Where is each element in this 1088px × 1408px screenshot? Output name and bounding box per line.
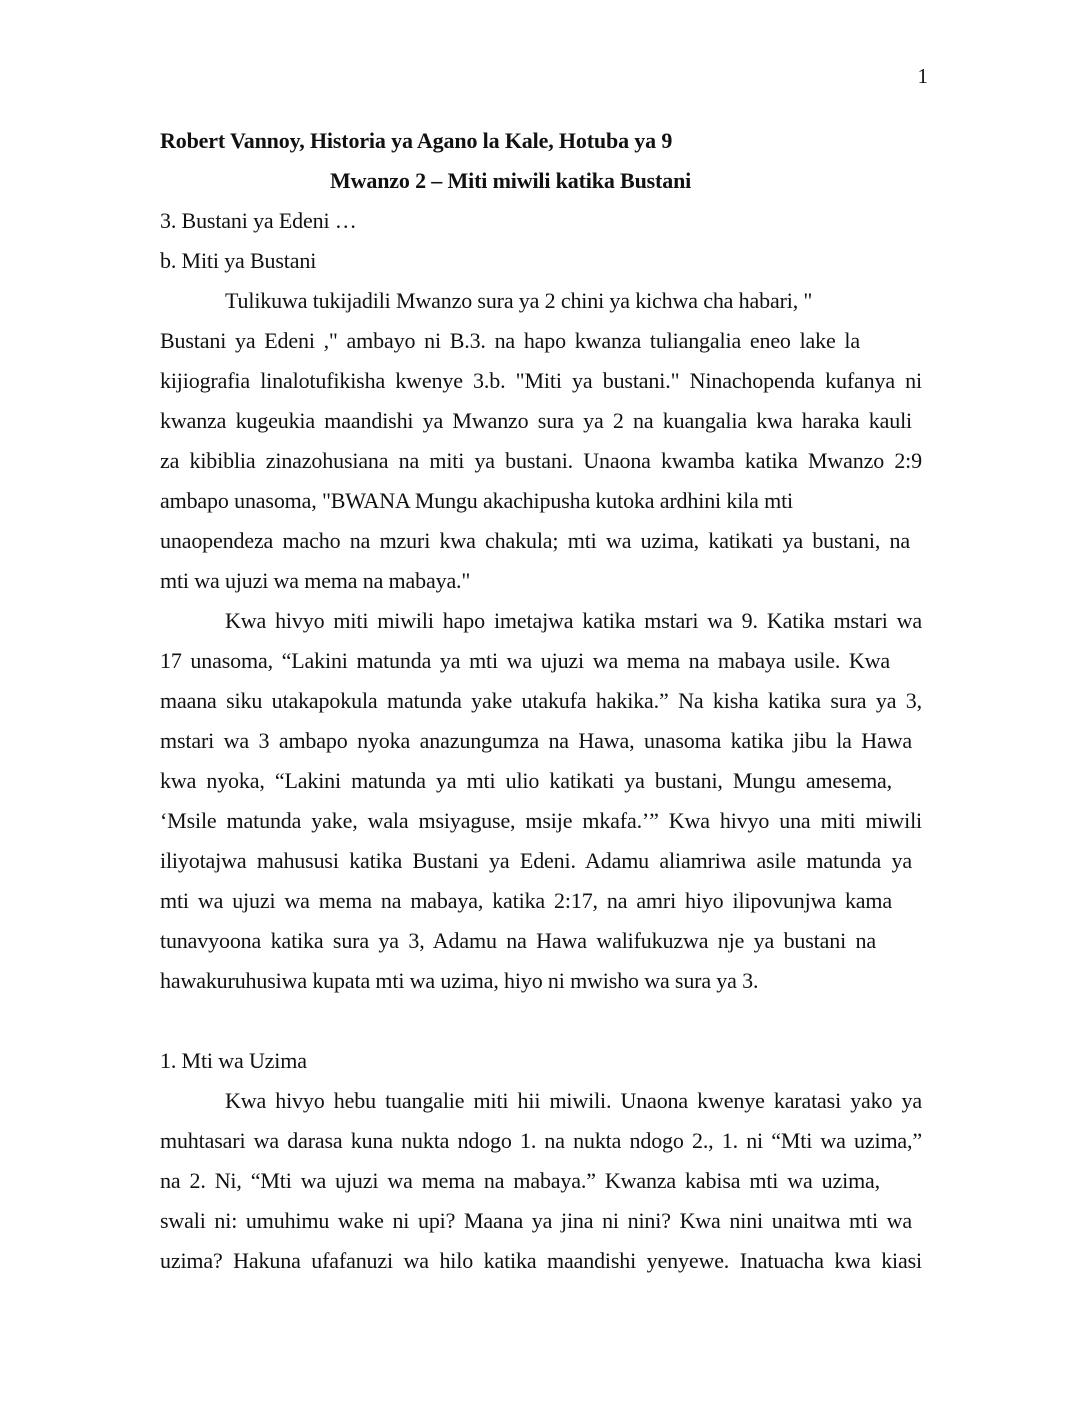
paragraph-2-line: mstari wa 3 ambapo nyoka anazungumza na Hawa, unasoma katika jibu la Hawa [160, 728, 912, 753]
paragraph-2-line: kwa nyoka, “Lakini matunda ya mti ulio katikati ya bustani, Mungu amesema, [160, 768, 892, 793]
paragraph-1-line: unaopendeza macho na mzuri kwa chakula; mti wa uzima, katikati ya bustani, na [160, 528, 910, 553]
page-number: 1 [917, 64, 928, 88]
section-heading: 3. Bustani ya Edeni … [160, 208, 357, 233]
paragraph-2-line: Kwa hivyo miti miwili hapo imetajwa katika mstari wa 9. Katika mstari wa [225, 608, 922, 633]
paragraph-2-line: iliyotajwa mahususi katika Bustani ya Edeni. Adamu aliamriwa asile matunda ya [160, 848, 912, 873]
subsection-heading: b. Miti ya Bustani [160, 248, 317, 273]
paragraph-1-line: Bustani ya Edeni ," ambayo ni B.3. na hapo kwanza tuliangalia eneo lake la [160, 328, 860, 353]
paragraph-3-line: na 2. Ni, “Mti wa ujuzi wa mema na mabaya.” Kwanza kabisa mti wa uzima, [160, 1168, 880, 1193]
paragraph-2-line: tunavyoona katika sura ya 3, Adamu na Hawa walifukuzwa nje ya bustani na [160, 928, 876, 953]
document-subtitle: Mwanzo 2 – Miti miwili katika Bustani [330, 168, 692, 193]
paragraph-2-line: ‘Msile matunda yake, wala msiyaguse, msije mkafa.’” Kwa hivyo una miti miwili [160, 808, 922, 833]
paragraph-2-line: maana siku utakapokula matunda yake utakufa hakika.” Na kisha katika sura ya 3, [160, 688, 922, 713]
subsubsection-heading: 1. Mti wa Uzima [160, 1048, 307, 1073]
paragraph-3-line: uzima? Hakuna ufafanuzi wa hilo katika maandishi yenyewe. Inatuacha kwa kiasi [160, 1248, 922, 1273]
paragraph-1-line: mti wa ujuzi wa mema na mabaya." [160, 568, 471, 593]
paragraph-3-line: swali ni: umuhimu wake ni upi? Maana ya jina ni nini? Kwa nini unaitwa mti wa [160, 1208, 912, 1233]
paragraph-1-line: za kibiblia zinazohusiana na miti ya bustani. Unaona kwamba katika Mwanzo 2:9 [160, 448, 922, 473]
paragraph-1-line: Tulikuwa tukijadili Mwanzo sura ya 2 chini ya kichwa cha habari, " [225, 288, 813, 313]
paragraph-3-line: muhtasari wa darasa kuna nukta ndogo 1. na nukta ndogo 2., 1. ni “Mti wa uzima,” [160, 1128, 922, 1153]
paragraph-2-line: 17 unasoma, “Lakini matunda ya mti wa ujuzi wa mema na mabaya usile. Kwa [160, 648, 890, 673]
document-title: Robert Vannoy, Historia ya Agano la Kale, Hotuba ya 9 [160, 128, 673, 153]
paragraph-3-line: Kwa hivyo hebu tuangalie miti hii miwili. Unaona kwenye karatasi yako ya [225, 1088, 922, 1113]
paragraph-1-line: kijiografia linalotufikisha kwenye 3.b. "Miti ya bustani." Ninachopenda kufanya ni [160, 368, 922, 393]
paragraph-1-line: ambapo unasoma, "BWANA Mungu akachipusha kutoka ardhini kila mti [160, 488, 793, 513]
paragraph-1-line: kwanza kugeukia maandishi ya Mwanzo sura ya 2 na kuangalia kwa haraka kauli [160, 408, 912, 433]
paragraph-2-line: mti wa ujuzi wa mema na mabaya, katika 2:17, na amri hiyo ilipovunjwa kama [160, 888, 892, 913]
paragraph-2-line: hawakuruhusiwa kupata mti wa uzima, hiyo ni mwisho wa sura ya 3. [160, 968, 759, 993]
